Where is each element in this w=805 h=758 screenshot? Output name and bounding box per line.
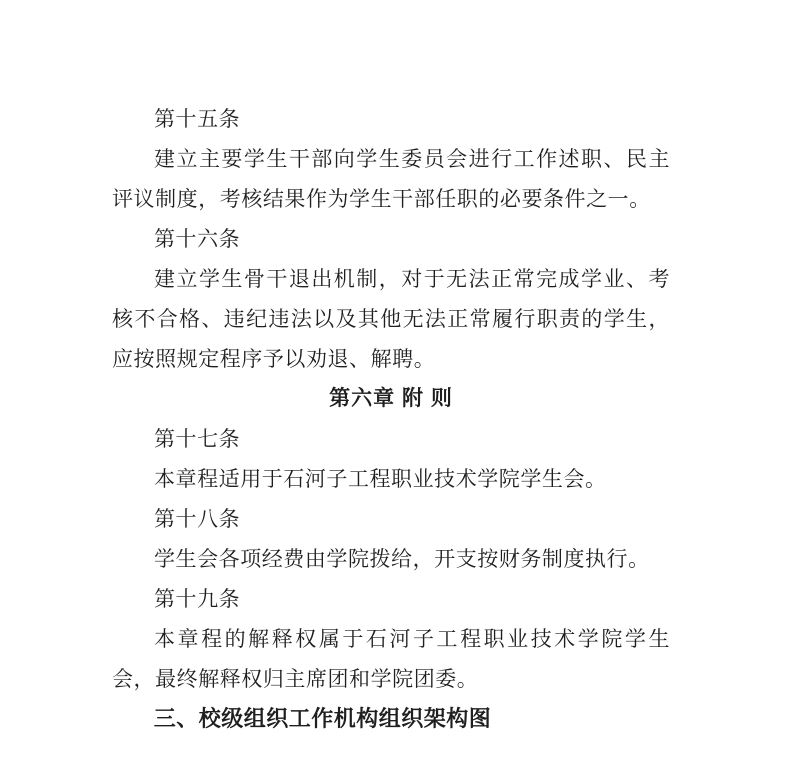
chapter-heading: 第六章 附 则 — [329, 387, 453, 410]
paragraph: 本章程适用于石河子工程职业技术学院学生会。 — [154, 467, 607, 491]
article-number-heading: 第十六条 — [154, 227, 241, 251]
paragraph: 学生会各项经费由学院拨给，开支按财务制度执行。 — [154, 547, 650, 571]
article-number-heading: 第十九条 — [154, 587, 241, 611]
article-number-heading: 第十七条 — [154, 427, 241, 451]
paragraph: 本章程的解释权属于石河子工程职业技术学院学生会，最终解释权归主席团和学院团委。 — [112, 627, 670, 691]
section-heading: 三、校级组织工作机构组织架构图 — [153, 706, 492, 731]
paragraph: 建立主要学生干部向学生委员会进行工作述职、民主评议制度，考核结果作为学生干部任职的必要条件之一。 — [112, 147, 670, 211]
article-number-heading: 第十五条 — [154, 107, 241, 131]
paragraph: 建立学生骨干退出机制，对于无法正常完成学业、考核不合格、违纪违法以及其他无法正常履行职责的学生，应按照规定程序予以劝退、解聘。 — [112, 267, 670, 371]
article-number-heading: 第十八条 — [154, 507, 241, 531]
